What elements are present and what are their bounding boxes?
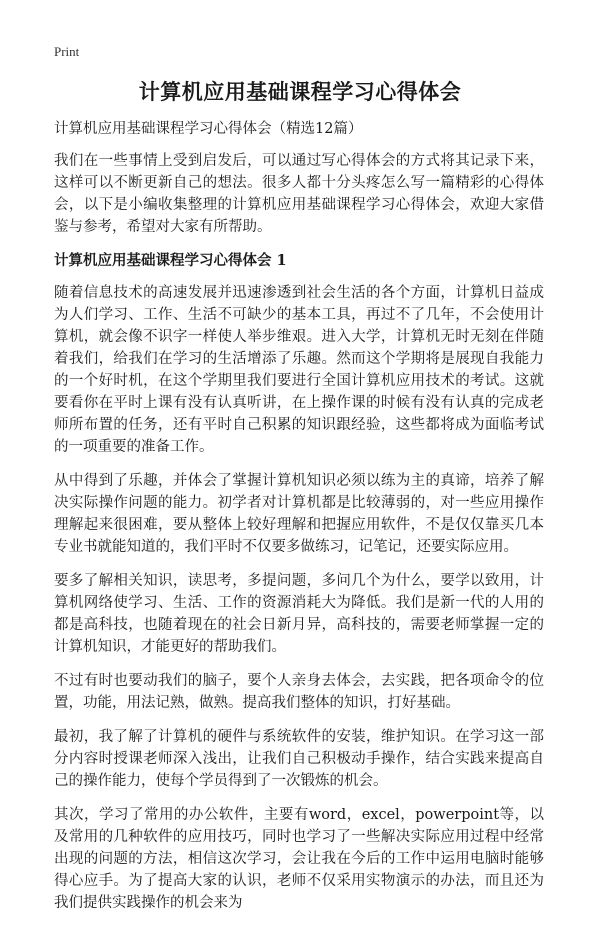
body-paragraph: 不过有时也要动我们的脑子，要个人亲身去体会，去实践，把各项命令的位置，功能，用法记熟，做熟。提高我们整体的知识，打好基础。 xyxy=(54,673,544,711)
body-paragraph: 从中得到了乐趣，并体会了掌握计算机知识必须以练为主的真谛，培养了解决实际操作问题的能力。初学者对计算机都是比较薄弱的，对一些应用操作理解起来很困难，要从整体上较好理解和把握应用软件，不是仅仅靠买几本专业书就能知道的，我们平时不仅要多做练习，记笔记，还要实际应用。 xyxy=(54,473,544,555)
section-heading: 计算机应用基础课程学习心得体会 1 xyxy=(54,252,287,269)
body-paragraph: 其次，学习了常用的办公软件，主要有word，excel，powerpoint等，以及常用的几种软件的应用技巧，同时也学习了一些解决实际应用过程中经常出现的问题的方法，相信这次学习，会让我在今后的工作中运用电脑时能够得心应手。为了提高大家的认识，老师不仅采用实物演示的办法，而且还为我们提供实践操作的机会来为 xyxy=(54,807,544,911)
print-label: Print xyxy=(54,44,80,59)
document-subtitle: 计算机应用基础课程学习心得体会（精选12篇） xyxy=(54,121,363,137)
body-paragraph: 要多了解相关知识，读思考，多提问题，多问几个为什么，要学以致用，计算机网络使学习、生活、工作的资源消耗大为降低。我们是新一代的人用的都是高科技，也随着现在的社会日新月异，高科技的，需要老师掌握一定的计算机知识，才能更好的帮助我们。 xyxy=(54,573,544,655)
body-paragraph: 最初，我了解了计算机的硬件与系统软件的安装，维护知识。在学习这一部分内容时授课老师深入浅出，让我们自己积极动手操作，结合实践来提高自己的操作能力，使每个学员得到了一次锻炼的机会。 xyxy=(54,729,544,789)
intro-paragraph: 我们在一些事情上受到启发后，可以通过写心得体会的方式将其记录下来，这样可以不断更新自己的想法。很多人都十分头疼怎么写一篇精彩的心得体会，以下是小编收集整理的计算机应用基础课程学习心得体会，欢迎大家借鉴与参考，希望对大家有所帮助。 xyxy=(54,153,544,235)
body-paragraph: 随着信息技术的高速发展并迅速渗透到社会生活的各个方面，计算机日益成为人们学习、工作、生活不可缺少的基本工具，再过不了几年，不会使用计算机，就会像不识字一样使人举步维艰。进入大学，计算机无时无刻在伴随着我们，给我们在学习的生活增添了乐趣。然而这个学期将是展现自我能力的一个好时机，在这个学期里我们要进行全国计算机应用技术的考试。这就要看你在平时上课有没有认真听讲，在上操作课的时候有没有认真的完成老师所布置的任务，还有平时自己积累的知识跟经验，这些都将成为面临考试的一项重要的准备工作。 xyxy=(54,285,544,455)
document-body xyxy=(54,118,544,926)
page-title: 计算机应用基础课程学习心得体会 xyxy=(138,79,462,104)
